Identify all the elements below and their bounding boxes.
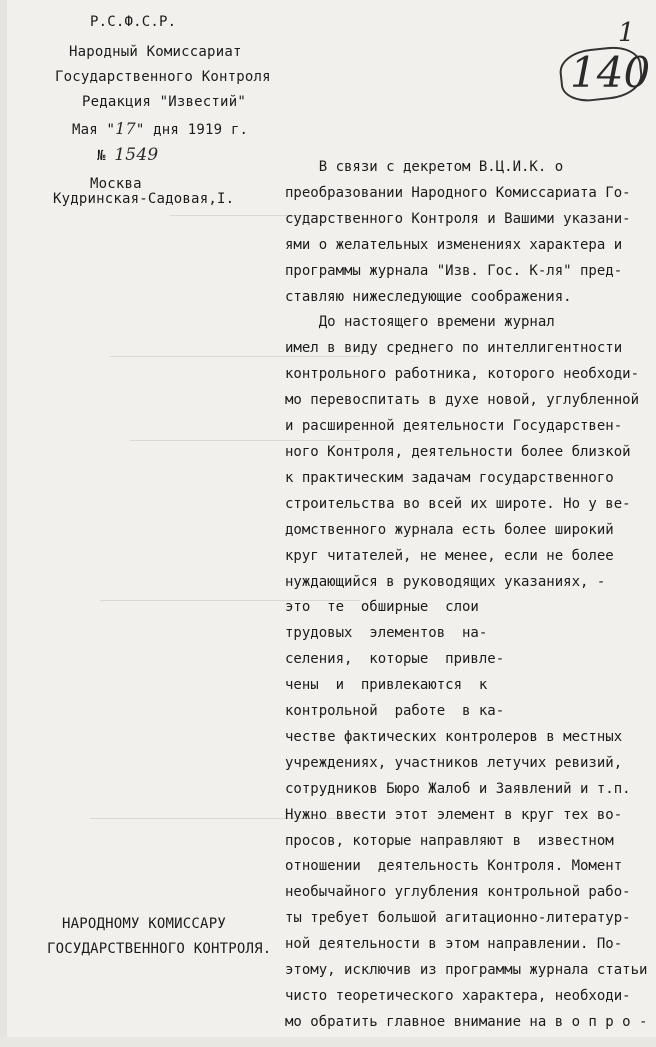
body-line: необычайного углубления контрольной рабо-	[285, 884, 631, 901]
letterhead-line-1: Р.С.Ф.С.Р.	[90, 14, 177, 30]
body-line: В связи с декретом В.Ц.И.К. о	[285, 159, 564, 175]
number-handwritten: 1549	[114, 145, 159, 165]
date-day-handwritten: 17	[115, 119, 136, 138]
body-line: к практическим задачам государственного	[285, 469, 614, 486]
body-line: преобразовании Народного Комиссариата Го-	[285, 184, 631, 201]
body-line: имел в виду среднего по интеллигентности	[285, 340, 623, 357]
body-line: контрольного работника, которого необходи-	[285, 366, 640, 383]
date-suffix: " дня 1919 г.	[135, 122, 249, 138]
body-line: трудовых элементов на-	[285, 625, 488, 642]
body-line: ставляю нижеследующие соображения.	[285, 288, 572, 305]
body-line: отношении деятельность Контроля. Момент	[285, 858, 623, 875]
scan-edge-bottom	[0, 1037, 656, 1047]
body-line: строительства во всей их широте. Но у ве-	[285, 495, 631, 512]
body-line: просов, которые направляют в известном	[285, 832, 614, 849]
body-line: контрольной работе в ка-	[285, 703, 505, 720]
body-line: этому, исключив из программы журнала статьи	[285, 962, 648, 979]
addressee-line-2: ГОСУДАРСТВЕННОГО КОНТРОЛЯ.	[47, 941, 272, 957]
scan-edge-left	[0, 0, 7, 1047]
body-line: ного Контроля, деятельности более близкой	[285, 443, 631, 460]
body-line: учреждениях, участников летучих ревизий,	[285, 754, 623, 771]
body-line: ты требует большой агитационно-литератур-	[285, 910, 631, 927]
letterhead-line-2: Народный Комиссариат	[69, 44, 242, 60]
body-line: сотрудников Бюро Жалоб и Заявлений и т.п.	[285, 780, 631, 797]
outgoing-number	[97, 145, 158, 165]
body-line: и расширенной деятельности Государствен-	[285, 418, 623, 435]
body-line: мо перевоспитать в духе новой, углубленной	[285, 392, 640, 409]
body-line: селения, которые привле-	[285, 651, 505, 668]
body-line: сударственного Контроля и Вашими указани-	[285, 210, 631, 227]
body-line: нуждающийся в руководящих указаниях, -	[285, 573, 606, 590]
city: Москва	[90, 176, 142, 192]
body-line: это те обширные слои	[285, 599, 479, 616]
body-line: круг читателей, не менее, если не более	[285, 547, 614, 564]
body-line: мо обратить главное внимание на в о п р о -	[285, 1013, 648, 1030]
letterhead-line-3: Государственного Контроля	[55, 69, 271, 85]
date-prefix: Мая "	[72, 122, 116, 138]
body-line: домственного журнала есть более широкий	[285, 521, 614, 538]
letterhead-line-4: Редакция "Известий"	[82, 94, 246, 110]
body-line: ной деятельности в этом направлении. По-	[285, 936, 623, 953]
body-line: чисто теоретического характера, необходи-	[285, 988, 631, 1004]
body-line: До настоящего времени журнал	[285, 314, 555, 331]
number-sign: №	[97, 148, 106, 164]
date-line	[72, 119, 248, 138]
body-line: ями о желательных изменениях характера и	[285, 236, 623, 253]
body-line: Нужно ввести этот элемент в круг тех во-	[285, 806, 623, 823]
body-line: честве фактических контролеров в местных	[285, 728, 623, 745]
addressee-line-1: НАРОДНОМУ КОМИССАРУ	[62, 916, 226, 932]
street-address: Кудринская-Садовая,I.	[53, 191, 235, 207]
archive-number: 140	[570, 48, 651, 97]
letter-body	[285, 155, 648, 1036]
archive-number-superscript: 1	[618, 18, 635, 48]
body-line: программы журнала "Изв. Гос. К-ля" пред-	[285, 262, 623, 279]
body-line: чены и привлекаются к	[285, 677, 488, 694]
